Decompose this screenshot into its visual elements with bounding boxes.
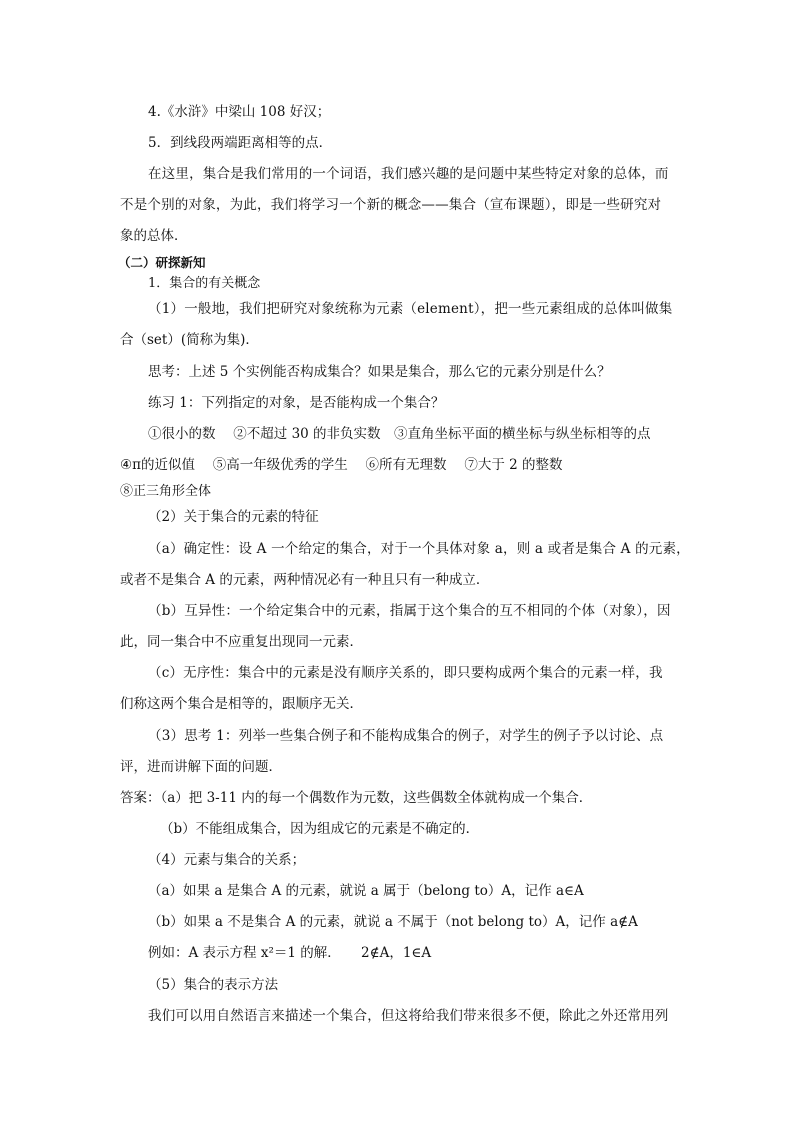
paragraph-intro-line-3: 象的总体． bbox=[120, 228, 188, 244]
belongs-to-definition: （a）如果 a 是集合 A 的元素，就说 a 属于（belong to）A，记作 a∈A bbox=[148, 883, 584, 899]
exercise-1-items-line-3: ⑧正三角形全体 bbox=[120, 484, 212, 499]
think-1-line-1: （3）思考 1：列举一些集合例子和不能构成集合的例子，对学生的例子予以讨论、点 bbox=[148, 728, 664, 744]
unordered-line-2: 们称这两个集合是相等的，跟顺序无关． bbox=[120, 696, 363, 712]
exercise-1-items-line-1: ①很小的数 ②不超过 30 的非负实数 ③直角坐标平面的横坐标与纵坐标相等的点 bbox=[148, 426, 651, 442]
determinacy-line-1: （a）确定性：设 A 一个给定的集合，对于一个具体对象 a，则 a 或者是集合 A 的元素， bbox=[148, 541, 690, 557]
paragraph-intro-line-2: 不是个别的对象，为此，我们将学习一个新的概念——集合（宣布课题），即是一些研究对 bbox=[120, 197, 662, 213]
definition-line-2: 合（set）(简称为集)． bbox=[120, 332, 259, 348]
think-1-line-2: 评，进而讲解下面的问题． bbox=[120, 759, 282, 775]
section-heading: （二）研探新知 bbox=[118, 255, 206, 270]
determinacy-line-2: 或者不是集合 A 的元素，两种情况必有一种且只有一种成立． bbox=[120, 572, 490, 588]
answer-b: （b）不能组成集合，因为组成它的元素是不确定的． bbox=[160, 821, 480, 837]
subsection-heading: 1．集合的有关概念 bbox=[148, 276, 261, 291]
example-5: 5．到线段两端距离相等的点． bbox=[148, 135, 333, 151]
think-question: 思考：上述 5 个实例能否构成集合？如果是集合，那么它的元素分别是什么？ bbox=[148, 364, 611, 380]
element-set-relation-heading: （4）元素与集合的关系； bbox=[148, 852, 306, 868]
distinctness-line-2: 此，同一集合中不应重复出现同一元素． bbox=[120, 634, 363, 650]
representation-paragraph: 我们可以用自然语言来描述一个集合，但这将给我们带来很多不便，除此之外还常用列 bbox=[148, 1008, 669, 1024]
not-belongs-to-definition: （b）如果 a 不是集合 A 的元素，就说 a 不属于（not belong to）A，记作 a∉A bbox=[148, 914, 638, 930]
exercise-1-title: 练习 1：下列指定的对象，是否能构成一个集合？ bbox=[148, 395, 445, 411]
definition-line-1: （1）一般地，我们把研究对象统称为元素（element），把一些元素组成的总体叫做集 bbox=[148, 301, 673, 317]
answer-a: 答案：（a）把 3-11 内的每一个偶数作为元数，这些偶数全体就构成一个集合． bbox=[120, 790, 593, 806]
paragraph-intro-line-1: 在这里，集合是我们常用的一个词语，我们感兴趣的是问题中某些特定对象的总体，而 bbox=[148, 166, 669, 182]
exercise-1-items-line-2: ④π的近似值 ⑤高一年级优秀的学生 ⑥所有无理数 ⑦大于 2 的整数 bbox=[120, 457, 563, 473]
example-equation: 例如：A 表示方程 x²＝1 的解． 2∉A，1∈A bbox=[148, 945, 432, 961]
distinctness-line-1: （b）互异性：一个给定集合中的元素，指属于这个集合的互不相同的个体（对象），因 bbox=[148, 603, 671, 619]
element-features-heading: （2）关于集合的元素的特征 bbox=[148, 509, 319, 525]
unordered-line-1: （c）无序性：集合中的元素是没有顺序关系的，即只要构成两个集合的元素一样，我 bbox=[148, 665, 663, 681]
representation-heading: （5）集合的表示方法 bbox=[148, 977, 279, 993]
example-4: 4.《水浒》中梁山 108 好汉； bbox=[148, 104, 331, 120]
